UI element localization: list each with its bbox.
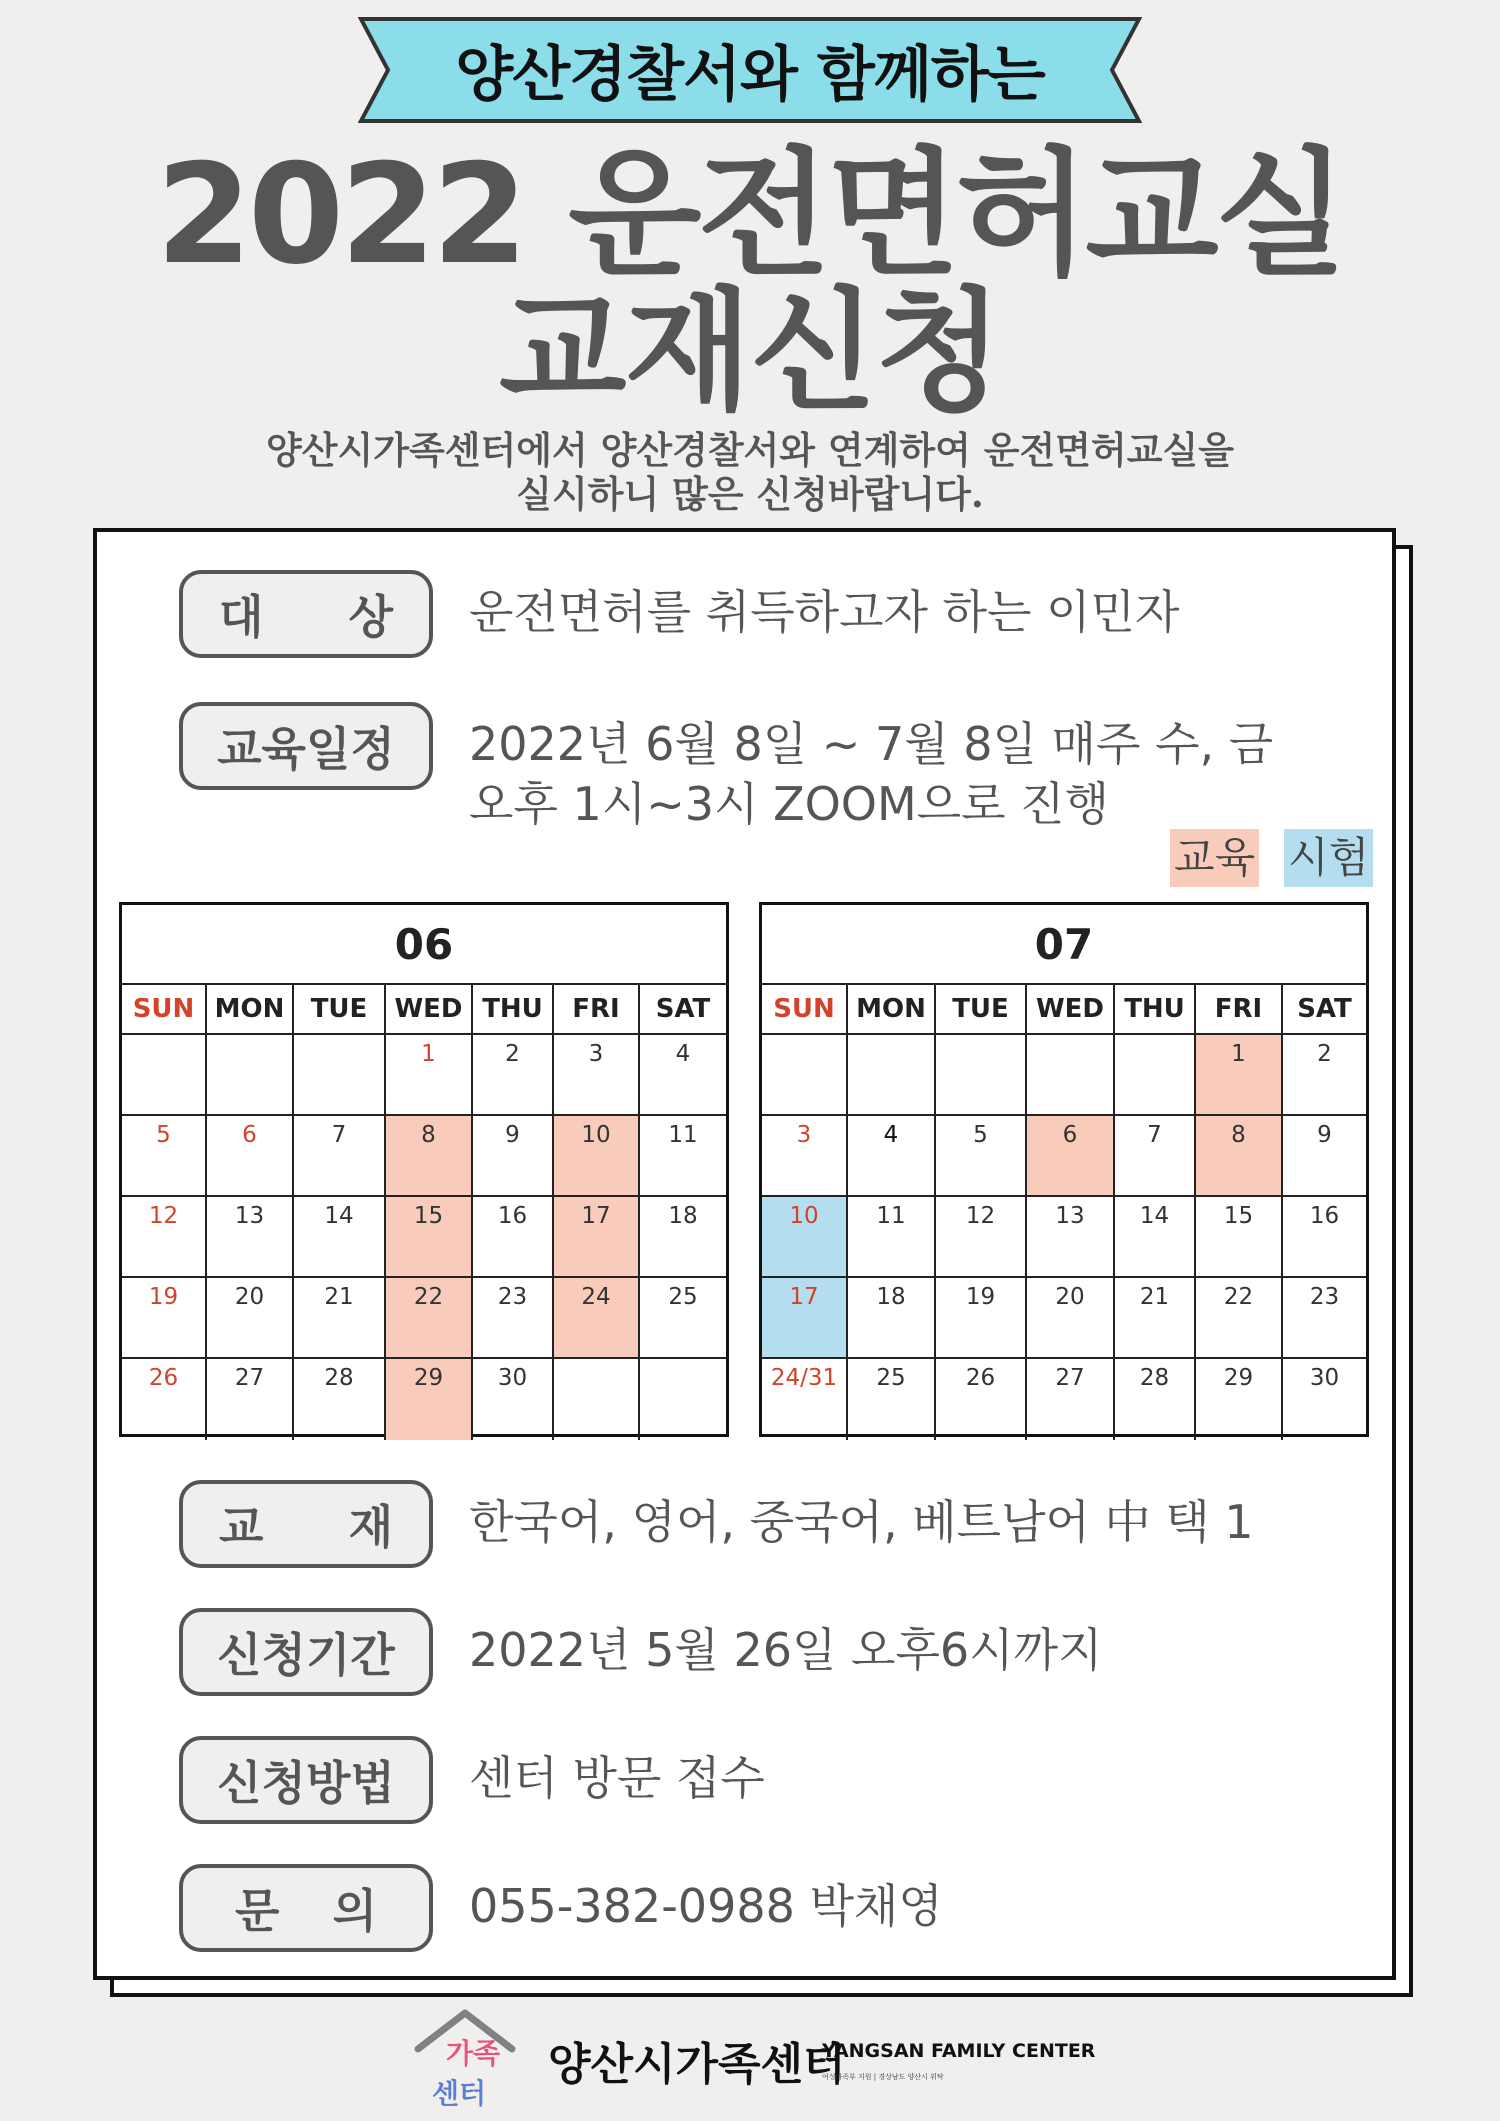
calendar-day: 28 [294, 1359, 386, 1440]
contact-value: 055-382-0988 박채영 [469, 1879, 943, 1933]
calendar-empty-cell [640, 1359, 726, 1440]
calendar-day: 23 [1283, 1278, 1366, 1359]
calendar-day: 6 [1027, 1116, 1115, 1197]
footer-subtext: 여성가족부 지원 | 경상남도 양산시 위탁 [822, 2073, 944, 2081]
logo-text-line2: 센터 [432, 2077, 487, 2110]
calendar-day: 8 [1196, 1116, 1283, 1197]
calendar-day: 24/31 [762, 1359, 848, 1440]
calendar-empty-cell [1115, 1035, 1196, 1116]
material-label [179, 1480, 433, 1568]
calendar-day: 11 [640, 1116, 726, 1197]
banner-text: 양산경찰서와 함께하는 [455, 40, 1045, 110]
calendar-day: 29 [386, 1359, 473, 1440]
calendar-day: 12 [936, 1197, 1027, 1278]
calendar-day: 3 [554, 1035, 640, 1116]
calendar-empty-cell [1027, 1035, 1115, 1116]
calendar-day: 9 [1283, 1116, 1366, 1197]
calendar-grid [122, 985, 726, 1440]
calendar-day: 10 [762, 1197, 848, 1278]
material-row [179, 1480, 1254, 1568]
calendar-day: 1 [386, 1035, 473, 1116]
calendar-day: 13 [1027, 1197, 1115, 1278]
weekday-header-mon: MON [207, 985, 294, 1035]
calendar-grid [762, 985, 1366, 1440]
weekday-header-sun: SUN [122, 985, 207, 1035]
family-center-logo [412, 2005, 518, 2111]
logo-text-line1: 가족 [446, 2037, 501, 2070]
weekday-header-wed: WED [386, 985, 473, 1035]
calendar-empty-cell [554, 1359, 640, 1440]
calendar-day: 27 [1027, 1359, 1115, 1440]
calendar-day: 2 [473, 1035, 554, 1116]
schedule-row [179, 702, 1273, 834]
calendar-day: 17 [762, 1278, 848, 1359]
contact-label [179, 1864, 433, 1952]
schedule-label: 교육일정 [179, 702, 433, 790]
calendar-day: 22 [386, 1278, 473, 1359]
calendar-day: 16 [1283, 1197, 1366, 1278]
calendar-day: 3 [762, 1116, 848, 1197]
target-row [179, 570, 1179, 658]
calendar-day: 19 [122, 1278, 207, 1359]
period-label: 신청기간 [179, 1608, 433, 1696]
target-value: 운전면허를 취득하고자 하는 이민자 [469, 585, 1180, 639]
intro-line-2: 실시하니 많은 신청바랍니다. [516, 472, 984, 516]
calendar-empty-cell [762, 1035, 848, 1116]
calendar-day: 2 [1283, 1035, 1366, 1116]
calendar-day: 15 [1196, 1197, 1283, 1278]
calendar-june [119, 902, 729, 1437]
weekday-header-mon: MON [848, 985, 936, 1035]
weekday-header-sat: SAT [1283, 985, 1366, 1035]
calendar-day: 1 [1196, 1035, 1283, 1116]
schedule-line-1: 2022년 6월 8일 ~ 7월 8일 매주 수, 금 [469, 717, 1274, 771]
material-label-b: 재 [348, 1500, 393, 1554]
weekday-header-tue: TUE [294, 985, 386, 1035]
calendar-day: 26 [936, 1359, 1027, 1440]
calendar-day: 15 [386, 1197, 473, 1278]
method-row [179, 1736, 765, 1824]
calendar-day: 12 [122, 1197, 207, 1278]
weekday-header-fri: FRI [554, 985, 640, 1035]
calendar-day: 30 [473, 1359, 554, 1440]
calendar-day: 30 [1309, 1365, 1340, 1391]
calendar-day: 5 [936, 1116, 1027, 1197]
calendar-day: 25 [640, 1278, 726, 1359]
calendar-day: 21 [294, 1278, 386, 1359]
weekday-header-wed: WED [1027, 985, 1115, 1035]
schedule-line-2: 오후 1시~3시 ZOOM으로 진행 [469, 777, 1110, 831]
contact-label-a: 문 [235, 1884, 280, 1938]
target-label-b: 상 [348, 590, 393, 644]
legend-education: 교육 [1170, 829, 1259, 887]
footer-org-name: 양산시가족센터 [548, 2039, 846, 2090]
calendar-day: 4 [640, 1035, 726, 1116]
calendar-day: 7 [1115, 1116, 1196, 1197]
period-row [179, 1608, 1103, 1696]
calendar-day: 20 [1027, 1278, 1115, 1359]
weekday-header-sun: SUN [762, 985, 848, 1035]
intro-line-1: 양산시가족센터에서 양산경찰서와 연계하여 운전면허교실을 [266, 428, 1234, 472]
material-label-a: 교 [219, 1500, 264, 1554]
calendar-day: 22 [1196, 1278, 1283, 1359]
method-label: 신청방법 [179, 1736, 433, 1824]
footer-english-name: YANGSAN FAMILY CENTER [822, 2040, 1096, 2062]
calendar-july [759, 902, 1369, 1437]
schedule-value [469, 702, 1273, 834]
weekday-header-tue: TUE [936, 985, 1027, 1035]
calendar-day: 29 [1196, 1359, 1283, 1440]
calendar-day: 8 [386, 1116, 473, 1197]
calendar-day: 14 [294, 1197, 386, 1278]
calendar-day: 16 [473, 1197, 554, 1278]
calendar-day: 7 [294, 1116, 386, 1197]
calendar-day: 24 [554, 1278, 640, 1359]
weekday-header-fri: FRI [1196, 985, 1283, 1035]
calendar-day: 19 [936, 1278, 1027, 1359]
material-value: 한국어, 영어, 중국어, 베트남어 中 택 1 [469, 1495, 1254, 1549]
period-value: 2022년 5월 26일 오후6시까지 [469, 1623, 1103, 1677]
calendar-day: 6 [207, 1116, 294, 1197]
calendar-day: 5 [122, 1116, 207, 1197]
contact-label-b: 의 [332, 1884, 377, 1938]
calendar-day: 17 [554, 1197, 640, 1278]
target-label [179, 570, 433, 658]
calendar-empty-cell [122, 1035, 207, 1116]
legend-exam: 시험 [1284, 829, 1373, 887]
calendar-day: 18 [640, 1197, 726, 1278]
calendar-day: 4 [848, 1116, 936, 1197]
calendar-day: 27 [207, 1359, 294, 1440]
calendar-empty-cell [207, 1035, 294, 1116]
calendar-day: 9 [473, 1116, 554, 1197]
calendar-empty-cell [294, 1035, 386, 1116]
calendar-day: 13 [207, 1197, 294, 1278]
weekday-header-thu: THU [1115, 985, 1196, 1035]
target-label-a: 대 [219, 590, 264, 644]
calendar-day: 23 [473, 1278, 554, 1359]
calendar-day: 11 [848, 1197, 936, 1278]
page-subtitle: 교재신청 [498, 275, 1002, 429]
contact-row [179, 1864, 943, 1952]
calendar-day: 25 [848, 1359, 936, 1440]
calendar-empty-cell [848, 1035, 936, 1116]
method-value: 센터 방문 접수 [469, 1751, 765, 1805]
page-title: 2022 운전면허교실 [156, 134, 1344, 295]
calendar-day: 28 [1115, 1359, 1196, 1440]
calendar-day: 14 [1115, 1197, 1196, 1278]
calendar-day: 21 [1115, 1278, 1196, 1359]
calendar-day: 20 [207, 1278, 294, 1359]
weekday-header-thu: THU [473, 985, 554, 1035]
weekday-header-sat: SAT [640, 985, 726, 1035]
calendar-day: 18 [848, 1278, 936, 1359]
intro-text [0, 428, 1500, 516]
calendar-month-title: 07 [762, 905, 1366, 985]
calendar-day: 10 [554, 1116, 640, 1197]
header-banner [358, 16, 1142, 124]
calendar-month-title: 06 [122, 905, 726, 985]
calendar-day: 26 [122, 1359, 207, 1440]
calendar-empty-cell [936, 1035, 1027, 1116]
